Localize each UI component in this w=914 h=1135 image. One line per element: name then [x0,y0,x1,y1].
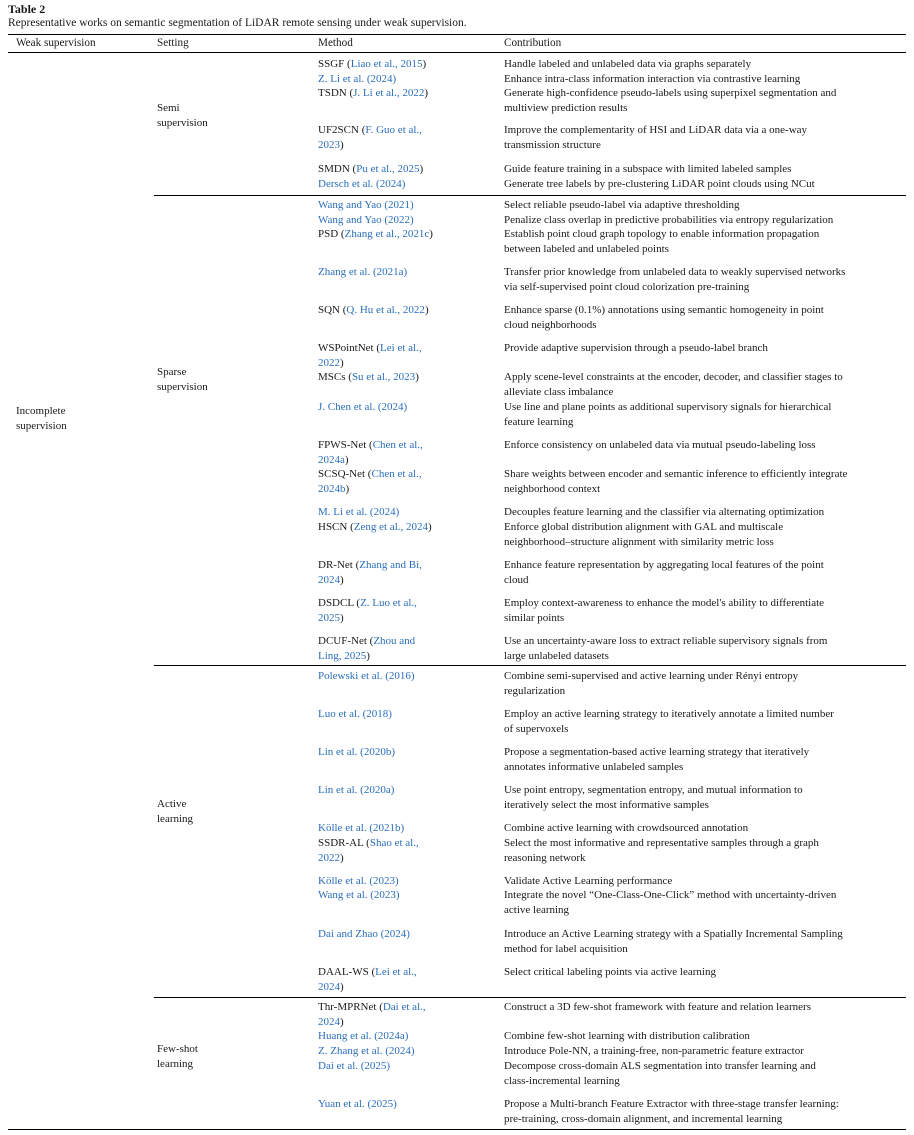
method-name: SMDN ( [318,163,357,175]
contribution-cell: Use an uncertainty-aware loss to extract reliable supervisory signals from large unlabeled datasets [504,635,828,662]
method-cell [318,265,498,280]
contribution-cell: Enhance feature representation by aggregating local features of the point cloud [504,559,824,586]
method-suffix: ) [415,371,419,383]
citation-link[interactable]: Z. Luo et al., 2025 [318,597,417,624]
citation-link[interactable]: Kölle et al. (2023) [318,875,399,887]
method-cell [318,213,498,228]
citation-link[interactable]: Wang and Yao (2021) [318,199,414,211]
method-name: PSD ( [318,228,345,240]
method-cell [318,707,498,722]
citation-link[interactable]: J. Li et al., 2022 [353,87,425,99]
method-name: DSDCL ( [318,597,361,609]
method-suffix: ) [424,304,429,316]
citation-link[interactable]: Su et al., 2023 [351,371,416,383]
contribution-cell: Decouples feature learning and the classifier via alternating optimization [504,506,825,518]
contribution-cell: Introduce an Active Learning strategy with a Spatially Incremental Sampling method for label acquisition [504,928,843,955]
citation-link[interactable]: Dersch et al. (2024) [318,178,406,190]
contribution-cell: Select critical labeling points via active learning [504,966,716,978]
citation-link[interactable]: Yuan et al. (2025) [318,1098,397,1110]
method-cell [318,783,498,798]
method-cell [318,888,498,903]
contribution-cell: Select the most informative and representative samples through a graph reasoning network [504,837,819,864]
method-name: HSCN ( [318,521,354,533]
contribution-cell: Apply scene-level constraints at the encoder, decoder, and classifier stages to alleviate class imbalance [504,371,843,398]
citation-link[interactable]: Zhang et al. (2021a) [318,266,408,278]
method-cell [318,227,498,242]
method-suffix: ) [340,138,344,151]
citation-link[interactable]: Chen et al., 2024a [318,439,423,466]
contribution-cell: Introduce Pole-NN, a training-free, non-parametric feature extractor [504,1045,804,1057]
method-suffix: ) [340,356,344,369]
contribution-cell: Employ context-awareness to enhance the model's ability to differentiate similar points [504,597,825,624]
citation-link[interactable]: Lin et al. (2020a) [318,784,395,796]
method-cell [318,669,498,684]
method-cell [318,72,498,87]
method-suffix: ) [429,228,433,240]
method-name: Thr-MPRNet ( [318,1001,383,1013]
citation-link[interactable]: Dai and Zhao (2024) [318,928,410,940]
contribution-cell: Enforce consistency on unlabeled data via mutual pseudo-labeling loss [504,439,816,451]
citation-link[interactable]: F. Guo et al., 2023 [318,124,422,151]
citation-link[interactable]: Huang et al. (2024a) [318,1030,409,1042]
citation-link[interactable]: Polewski et al. (2016) [318,670,415,682]
top-rule [8,34,906,35]
setting-few-shot-learning: Few-shot learning [157,1043,198,1070]
method-cell [318,400,498,415]
contribution-cell: Use point entropy, segmentation entropy, and mutual information to iteratively select the most informative samples [504,784,803,811]
header-setting: Setting [157,37,189,49]
citation-link[interactable]: Shao et al., 2022 [318,837,419,864]
weak-supervision-cell: Incomplete supervision [16,405,67,432]
contribution-cell: Establish point cloud graph topology to enable information propagation between labeled and unlabeled points [504,228,820,255]
header-rule [8,52,906,53]
method-cell [318,836,498,865]
citation-link[interactable]: Pu et al., 2025 [356,163,420,175]
group-separator [154,665,906,666]
method-cell [318,520,498,535]
contribution-cell: Penalize class overlap in predictive probabilities via entropy regularization [504,214,834,226]
method-cell [318,303,498,318]
citation-link[interactable]: Chen et al., 2024b [318,468,422,495]
method-cell [318,438,498,467]
method-cell [318,634,498,663]
contribution-cell: Improve the complementarity of HSI and LiDAR data via a one-way transmission structure [504,124,808,151]
method-cell [318,821,498,836]
method-cell [318,874,498,889]
method-suffix: ) [428,521,432,533]
method-suffix: ) [340,573,344,586]
method-suffix: ) [344,453,349,466]
contribution-cell: Propose a segmentation-based active learning strategy that iteratively annotates informative unlabeled samples [504,746,810,773]
method-name: SSGF ( [318,58,351,70]
header-weak-supervision: Weak supervision [16,37,96,49]
method-suffix: ) [366,649,370,662]
method-name: SQN ( [318,304,347,316]
method-name: SSDR-AL ( [318,837,370,849]
contribution-cell: Use line and plane points as additional supervisory signals for hierarchical feature learning [504,401,832,428]
citation-link[interactable]: J. Chen et al. (2024) [318,401,408,413]
contribution-cell: Propose a Multi-branch Feature Extractor with three-stage transfer learning: pre-training, cross-domain alignment, and incremental learning [504,1098,839,1125]
method-cell [318,198,498,213]
method-name: TSDN ( [318,87,354,99]
bottom-rule [8,1129,906,1130]
method-suffix: ) [345,482,350,495]
citation-link[interactable]: Lei et al., 2022 [318,342,422,369]
header-method: Method [318,37,353,49]
method-suffix: ) [340,980,344,993]
method-name: DR-Net ( [318,559,360,571]
group-separator [154,997,906,998]
contribution-cell: Generate high-confidence pseudo-labels using superpixel segmentation and multiview prediction results [504,87,837,114]
contribution-cell: Decompose cross-domain ALS segmentation into transfer learning and class-incremental learning [504,1060,816,1087]
setting-active-learning: Active learning [157,798,194,825]
citation-link[interactable]: Zeng et al., 2024 [353,521,428,533]
citation-link[interactable]: Liao et al., 2015 [350,58,423,70]
method-cell [318,1000,498,1029]
citation-link[interactable]: Zhang and Bi, 2024 [318,559,422,586]
contribution-cell: Enhance sparse (0.1%) annotations using semantic homogeneity in point cloud neighborhoods [504,304,824,331]
setting-sparse-supervision: Sparse supervision [157,366,208,393]
contribution-cell: Employ an active learning strategy to iteratively annotate a limited number of supervoxels [504,708,834,735]
method-cell [318,745,498,760]
method-name: SCSQ-Net ( [318,468,372,480]
method-name: DCUF-Net ( [318,635,374,647]
method-suffix: ) [340,611,344,624]
method-cell [318,965,498,994]
contribution-cell: Construct a 3D few-shot framework with feature and relation learners [504,1001,811,1013]
method-cell [318,341,498,370]
method-cell [318,505,498,520]
method-name: DAAL-WS ( [318,966,376,978]
table-caption: Representative works on semantic segmentation of LiDAR remote sensing under weak supervision. [8,17,467,29]
citation-link[interactable]: Kölle et al. (2021b) [318,822,405,834]
contribution-cell: Combine semi-supervised and active learning under Rényi entropy regularization [504,670,799,697]
method-name: WSPointNet ( [318,342,381,354]
contribution-cell: Integrate the novel “One-Class-One-Click” method with uncertainty-driven active learning [504,889,837,916]
citation-link[interactable]: Luo et al. (2018) [318,708,392,720]
method-cell [318,927,498,942]
method-cell [318,596,498,625]
citation-link[interactable]: Zhou and Ling, 2025 [318,635,416,662]
contribution-cell: Validate Active Learning performance [504,875,673,887]
citation-link[interactable]: Wang and Yao (2022) [318,214,414,226]
contribution-cell: Enforce global distribution alignment with GAL and multiscale neighborhood–structure alignment with similarity metric loss [504,521,784,548]
table-label: Table 2 [8,2,46,16]
method-cell [318,1097,498,1112]
citation-link[interactable]: Z. Li et al. (2024) [318,73,397,85]
method-cell [318,1044,498,1059]
contribution-cell: Combine active learning with crowdsourced annotation [504,822,749,834]
method-cell [318,558,498,587]
method-suffix: ) [340,851,344,864]
method-cell [318,123,498,152]
method-cell [318,57,498,72]
method-cell [318,86,498,101]
method-cell [318,467,498,496]
citation-link[interactable]: Zhang et al., 2021c [344,228,430,240]
method-cell [318,1029,498,1044]
header-contribution: Contribution [504,37,562,49]
citation-link[interactable]: Lei et al., 2024 [318,966,417,993]
method-suffix: ) [419,163,424,175]
method-name: UF2SCN ( [318,124,366,136]
method-suffix: ) [422,58,427,70]
contribution-cell: Select reliable pseudo-label via adaptive thresholding [504,199,740,211]
contribution-cell: Handle labeled and unlabeled data via graphs separately [504,58,752,70]
contribution-cell: Share weights between encoder and semantic inference to efficiently integrate neighborhood context [504,468,848,495]
citation-link[interactable]: Wang et al. (2023) [318,889,400,901]
citation-link[interactable]: Dai et al., 2024 [318,1001,426,1028]
method-name: MSCs ( [318,371,352,383]
contribution-cell: Generate tree labels by pre-clustering LiDAR point clouds using NCut [504,178,815,190]
group-separator [154,195,906,196]
contribution-cell: Guide feature training in a subspace with limited labeled samples [504,163,792,175]
setting-semi-supervision: Semi supervision [157,102,208,129]
method-cell [318,1059,498,1074]
method-cell [318,162,498,177]
citation-link[interactable]: Z. Zhang et al. (2024) [318,1045,415,1057]
citation-link[interactable]: M. Li et al. (2024) [318,506,400,518]
citation-link[interactable]: Lin et al. (2020b) [318,746,395,758]
method-cell [318,370,498,385]
citation-link[interactable]: Q. Hu et al., 2022 [346,304,425,316]
contribution-cell: Transfer prior knowledge from unlabeled data to weakly supervised networks via self-supervised point cloud colorization pre-training [504,266,846,293]
method-name: FPWS-Net ( [318,439,373,451]
method-cell [318,177,498,192]
contribution-cell: Combine few-shot learning with distribution calibration [504,1030,750,1042]
method-suffix: ) [424,87,428,99]
citation-link[interactable]: Dai et al. (2025) [318,1060,391,1072]
contribution-cell: Provide adaptive supervision through a pseudo-label branch [504,342,768,354]
contribution-cell: Enhance intra-class information interaction via contrastive learning [504,73,801,85]
method-suffix: ) [340,1015,344,1028]
